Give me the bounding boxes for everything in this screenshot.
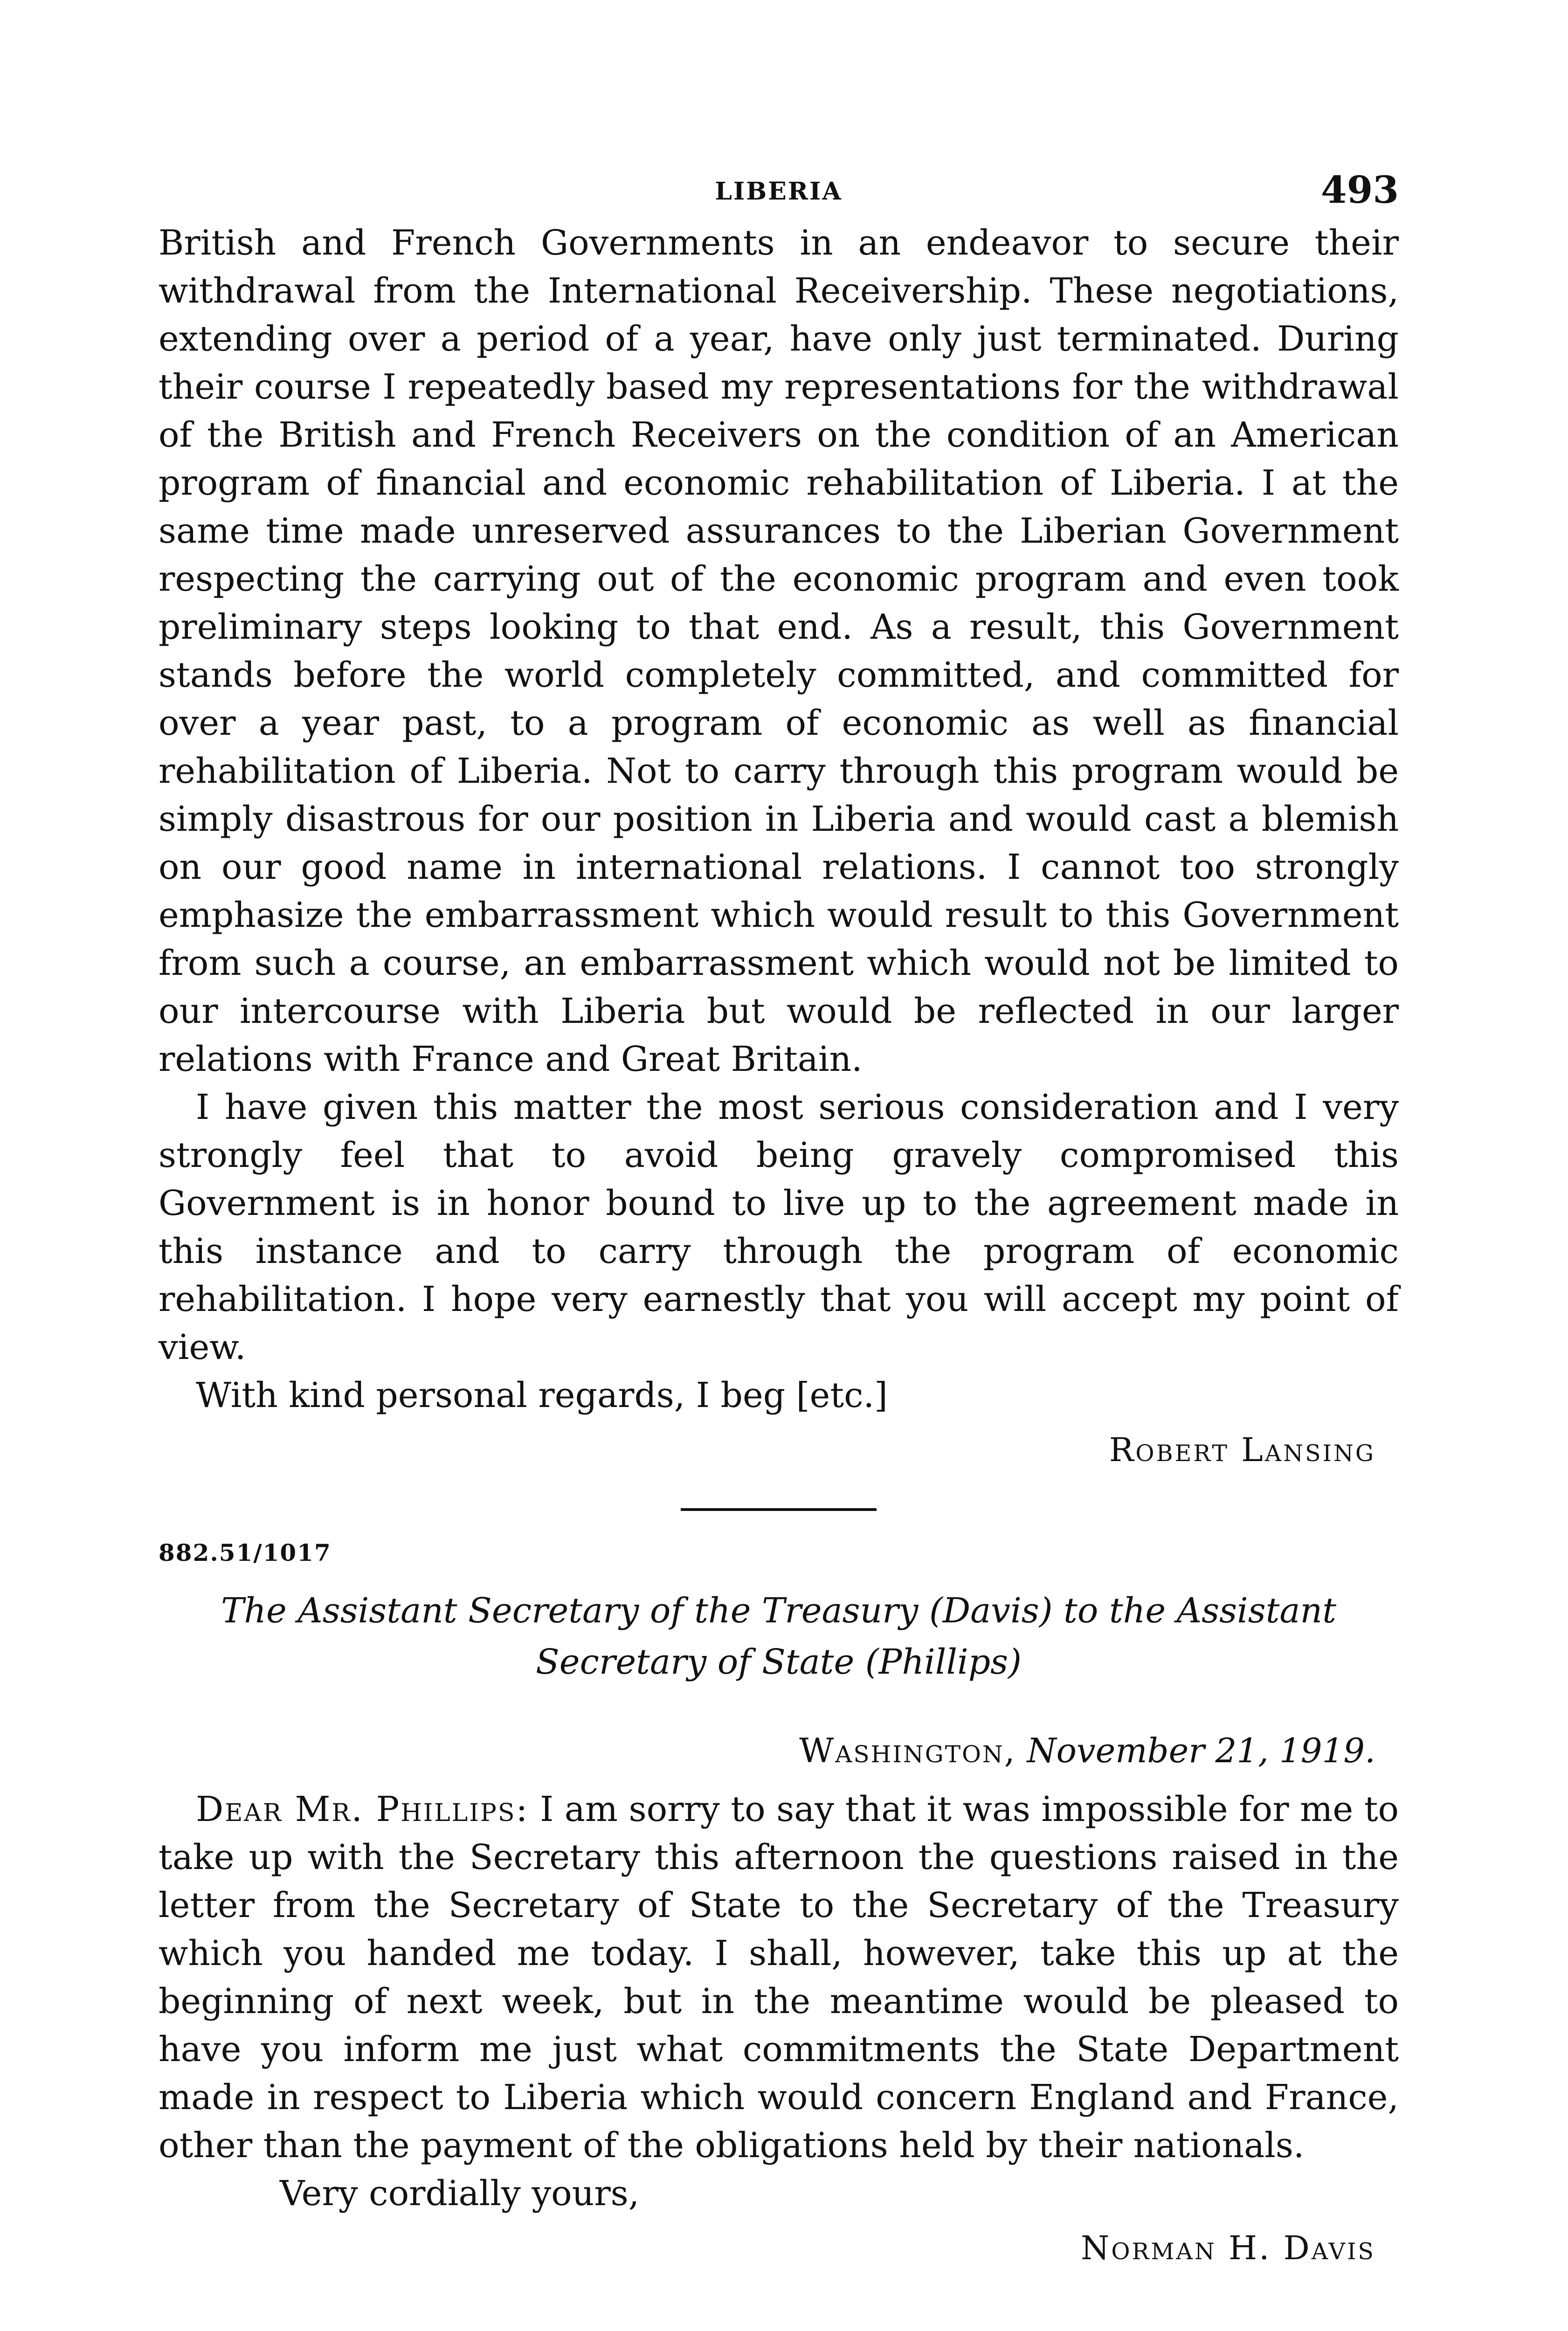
file-number: 882.51/1017 [159,1539,332,1566]
dateline [159,1725,1399,1776]
dateline-date: November 21, 1919. [1027,1731,1375,1770]
dateline-place: Washington, [799,1731,1016,1770]
document-page [159,168,1399,2274]
letter1-paragraph: I have given this matter the most serious consideration and I very strongly feel that to avoid being gravely compromised this Government is in honor bound to live up to the agreement made in this instance and to carry through the program of economic rehabilitation. I hope very earnestly that you will accept my point of view. [159,1087,1399,1367]
letter1-closing: With kind personal regards, I beg [etc.] [196,1375,888,1415]
letter2-closing: Very cordially yours, [280,2173,640,2214]
page-number: 493 [1321,168,1399,212]
running-head [159,168,1399,219]
section-divider [681,1508,877,1511]
running-head-title: LIBERIA [715,177,843,206]
letter2-signature: Norman H. Davis [1081,2229,1375,2267]
salutation: Dear Mr. Phillips: [196,1789,529,1829]
letter1-signature: Robert Lansing [1109,1431,1375,1469]
letter1-paragraph-continued: British and French Governments in an endeavor to secure their withdrawal from the International Receivership. These negotiations, extending over a period of a year, have only just terminated. During their course I repeatedly based my representations for the withdrawal of the British and French Receivers on the condition of an American program of financial and economic rehabilitation of Liberia. I at the same time made unreserved assurances to the Liberian Government respecting the carrying out of the economic program and even took preliminary steps looking to that end. As a result, this Government stands before the world completely committed, and committed for over a year past, to a program of economic as well as financial rehabilitation of Liberia. Not to carry through this program would be simply disastrous for our position in Liberia and would cast a blemish on our good name in international relations. I cannot too strongly emphasize the embarrassment which would result to this Government from such a course, an embarrassment which would not be limited to our intercourse with Liberia but would be reflected in our larger relations with France and Great Britain. [159,223,1399,1079]
document-heading: The Assistant Secretary of the Treasury (Davis) to the Assistant Secretary of State (Phillips) [221,1591,1336,1682]
letter2-body: I am sorry to say that it was impossible for me to take up with the Secretary this afternoon the questions raised in the letter from the Secretary of State to the Secretary of the Treasury which you handed me today. I shall, however, take this up at the beginning of next week, but in the meantime would be pleased to have you inform me just what commitments the State Department made in respect to Liberia which would concern England and France, other than the payment of the obligations held by their nationals. [159,1789,1399,2165]
letter2-body-paragraph [159,1786,1399,2170]
